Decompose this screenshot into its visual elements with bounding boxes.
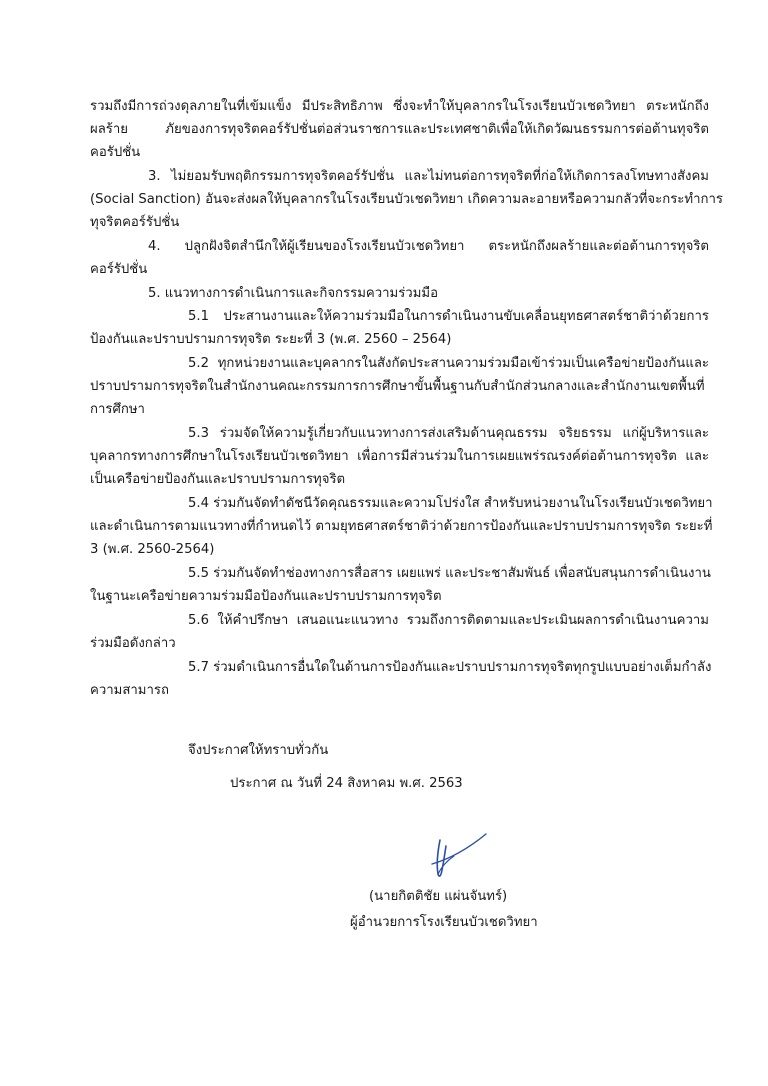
item-5-1-line: 5.1 ประสานงานและให้ความร่วมมือในการดำเนินงานขับเคลื่อนยุทธศาสตร์ชาติว่าด้วยการ [188, 309, 709, 324]
item-5-6-line: 5.6 ให้คำปรึกษา เสนอแนะแนวทาง รวมถึงการติดตามและประเมินผลการดำเนินงานความ [188, 613, 709, 628]
signer-title: ผู้อำนวยการโรงเรียนบัวเชดวิทยา [350, 915, 538, 930]
item-3-line: 3. ไม่ยอมรับพฤติกรรมการทุจริตคอร์รัปชั่น และไม่ทนต่อการทุจริตที่ก่อให้เกิดการลงโทษทางสังคม [148, 169, 709, 184]
body-line: การศึกษา [90, 402, 145, 417]
body-line: คอร์รัปชั่น [90, 262, 148, 277]
body-line: ความสามารถ [90, 683, 169, 698]
item-5-4-line: 5.4 ร่วมกันจัดทำดัชนีวัดคุณธรรมและความโปร่งใส สำหรับหน่วยงานในโรงเรียนบัวเชดวิทยา [188, 496, 713, 511]
body-line: (Social Sanction) อันจะส่งผลให้บุคลากรในโรงเรียนบัวเชดวิทยา เกิดความละอายหรือความกลัวที่จะกระทำการ [90, 192, 723, 207]
announcement-date: ประกาศ ณ วันที่ 24 สิงหาคม พ.ศ. 2563 [230, 776, 463, 791]
body-line: ในฐานะเครือข่ายความร่วมมือป้องกันและปราบปรามการทุจริต [90, 589, 442, 604]
item-4-line: 4. ปลูกฝังจิตสำนึกให้ผู้เรียนของโรงเรียนบัวเชดวิทยา ตระหนักถึงผลร้ายและต่อต้านการทุจริต [148, 239, 709, 254]
body-line: คอรัปชั่น [90, 145, 141, 160]
body-line: ร่วมมือดังกล่าว [90, 636, 176, 651]
body-line: รวมถึงมีการถ่วงดุลภายในที่เข้มแข็ง มีประสิทธิภาพ ซึ่งจะทำให้บุคลากรในโรงเรียนบัวเชดวิทยา ตระหนักถึง [90, 99, 709, 114]
body-line: และดำเนินการตามแนวทางที่กำหนดไว้ ตามยุทธศาสตร์ชาติว่าด้วยการป้องกันและปราบปรามการทุจริต ระยะที่ [90, 519, 713, 534]
signer-name: (นายกิตติชัย แผ่นจันทร์) [369, 889, 508, 904]
body-line: เป็นเครือข่ายป้องกันและปราบปรามการทุจริต [90, 472, 346, 487]
body-line: ผลร้าย ภัยของการทุจริตคอร์รัปชั่นต่อส่วนราชการและประเทศชาติเพื่อให้เกิดวัฒนธรรมการต่อต้านทุจริต [90, 122, 709, 137]
body-line: ป้องกันและปราบปรามการทุจริต ระยะที่ 3 (พ.ศ. 2560 – 2564) [90, 332, 452, 347]
item-5-3-line: 5.3 ร่วมจัดให้ความรู้เกี่ยวกับแนวทางการส่งเสริมด้านคุณธรรม จริยธรรม แก่ผู้บริหารและ [188, 426, 709, 441]
body-line: ปราบปรามการทุจริตในสำนักงานคณะกรรมการการศึกษาขั้นพื้นฐานกับสำนักส่วนกลางและสำนักงานเขตพื้นที่ [90, 379, 705, 394]
item-5-2-line: 5.2 ทุกหน่วยงานและบุคลากรในสังกัดประสานความร่วมมือเข้าร่วมเป็นเครือข่ายป้องกันและ [188, 356, 709, 371]
closing-statement: จึงประกาศให้ทราบทั่วกัน [188, 743, 329, 758]
body-line: ทุจริตคอร์รัปชั่น [90, 215, 180, 230]
item-5-5-line: 5.5 ร่วมกันจัดทำช่องทางการสื่อสาร เผยแพร่ และประชาสัมพันธ์ เพื่อสนับสนุนการดำเนินงาน [188, 566, 711, 581]
body-line: 3 (พ.ศ. 2560-2564) [90, 542, 215, 557]
item-5-7-line: 5.7 ร่วมดำเนินการอื่นใดในด้านการป้องกันและปราบปรามการทุจริตทุกรูปแบบอย่างเต็มกำลัง [188, 660, 712, 675]
body-line: บุคลากรทางการศึกษาในโรงเรียนบัวเชดวิทยา เพื่อการมีส่วนร่วมในการเผยแพร่รณรงค์ต่อต้านการทุจริต และ [90, 449, 709, 464]
signature-icon [418, 826, 492, 884]
section-5-heading: 5. แนวทางการดำเนินการและกิจกรรมความร่วมมือ [148, 286, 439, 301]
